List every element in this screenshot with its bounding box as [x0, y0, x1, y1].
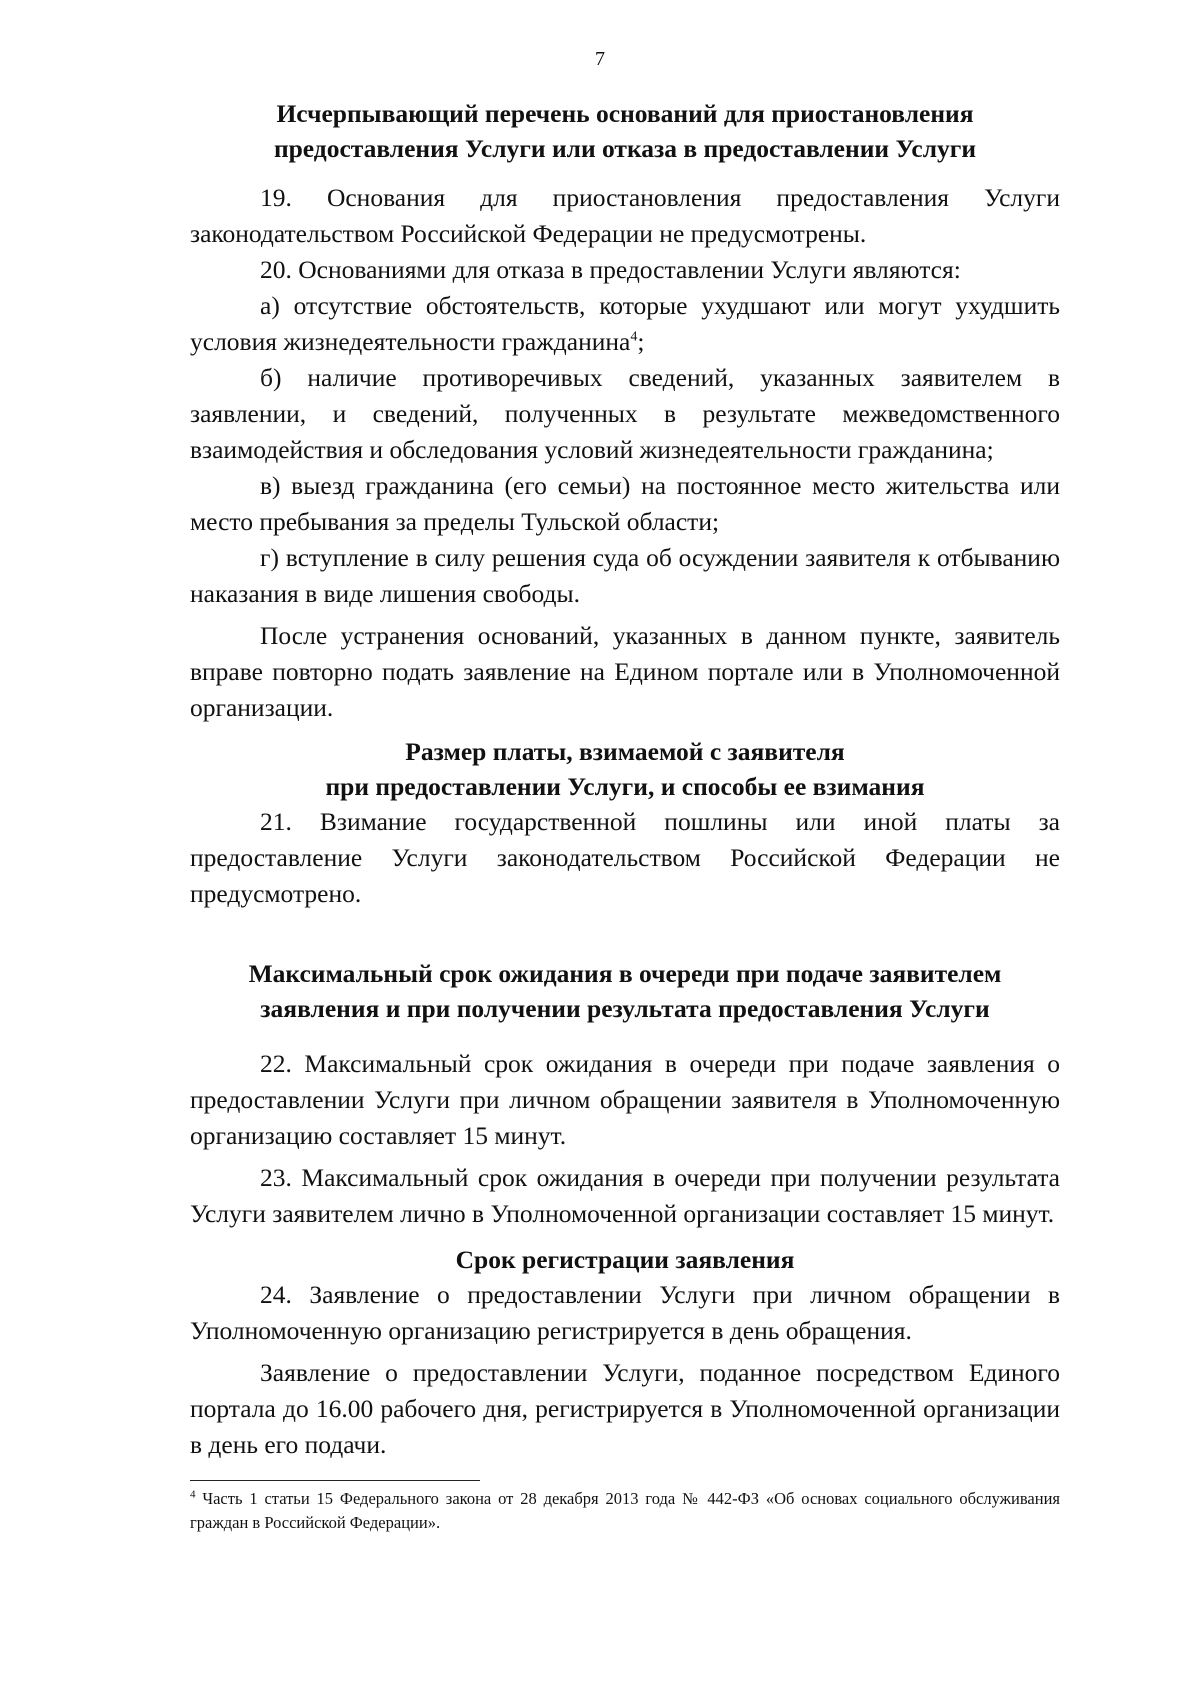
paragraph-24-portal: Заявление о предоставлении Услуги, поданное посредством Единого портала до 16.00 рабочего дня, регистрируется в Уполномоченной организации в день его подачи.: [190, 1358, 1060, 1459]
heading-line: Исчерпывающий перечень оснований для приостановления: [276, 99, 974, 128]
section-heading-queue-time: [190, 956, 1060, 1026]
footnote-marker: 4: [190, 1488, 196, 1501]
list-item-v: в) выезд гражданина (его семьи) на постоянное место жительства или место пребывания за пределы Тульской области;: [190, 471, 1060, 536]
footnote-text: Часть 1 статьи 15 Федерального закона от 28 декабря 2013 года № 442-ФЗ «Об основах социального обслуживания граждан в Российской Федерации».: [190, 1489, 1060, 1532]
section-heading-fee: [190, 734, 1060, 804]
section-heading-registration: Срок регистрации заявления: [455, 1245, 795, 1274]
section-heading-suspension-refusal: [190, 96, 1060, 166]
footnote-ref: 4: [630, 329, 638, 345]
list-item-a: [190, 288, 1060, 360]
page-content: [190, 96, 1060, 1463]
list-item-b: б) наличие противоречивых сведений, указанных заявителем в заявлении, и сведений, полученных в результате межведомственного взаимодействия и обследования условий жизнедеятельности гражданина;: [190, 363, 1060, 464]
heading-line: при предоставлении Услуги, и способы ее взимания: [325, 772, 925, 801]
heading-line: Максимальный срок ожидания в очереди при подаче заявителем: [248, 959, 1002, 988]
list-item-a-text: а) отсутствие обстоятельств, которые ухудшают или могут ухудшить условия жизнедеятельности гражданина: [190, 291, 1060, 356]
footnote: [190, 1487, 1060, 1535]
paragraph-20: 20. Основаниями для отказа в предоставлении Услуги являются:: [260, 255, 961, 284]
heading-line: заявления и при получении результата предоставления Услуги: [260, 994, 990, 1023]
paragraph-19: 19. Основания для приостановления предоставления Услуги законодательством Российской Федерации не предусмотрены.: [190, 183, 1060, 248]
page-number: 7: [595, 48, 605, 70]
paragraph-21: 21. Взимание государственной пошлины или иной платы за предоставление Услуги законодательством Российской Федерации не предусмотрено.: [190, 807, 1060, 908]
footnote-separator: [190, 1480, 480, 1481]
paragraph-22: 22. Максимальный срок ожидания в очереди при подаче заявления о предоставлении Услуги при личном обращении заявителя в Уполномоченную организацию составляет 15 минут.: [190, 1049, 1060, 1150]
paragraph-23: 23. Максимальный срок ожидания в очереди при получении результата Услуги заявителем лично в Уполномоченной организации составляет 15 минут.: [190, 1163, 1060, 1228]
list-item-a-end: ;: [637, 327, 645, 356]
list-item-g: г) вступление в силу решения суда об осуждении заявителя к отбыванию наказания в виде лишения свободы.: [190, 543, 1060, 608]
paragraph-after-refusal: После устранения оснований, указанных в данном пункте, заявитель вправе повторно подать заявление на Едином портале или в Уполномоченной организации.: [190, 621, 1060, 722]
heading-line: Размер платы, взимаемой с заявителя: [405, 737, 845, 766]
heading-line: предоставления Услуги или отказа в предоставлении Услуги: [273, 134, 977, 163]
paragraph-24: 24. Заявление о предоставлении Услуги при личном обращении в Уполномоченную организацию регистрируется в день обращения.: [190, 1280, 1060, 1345]
